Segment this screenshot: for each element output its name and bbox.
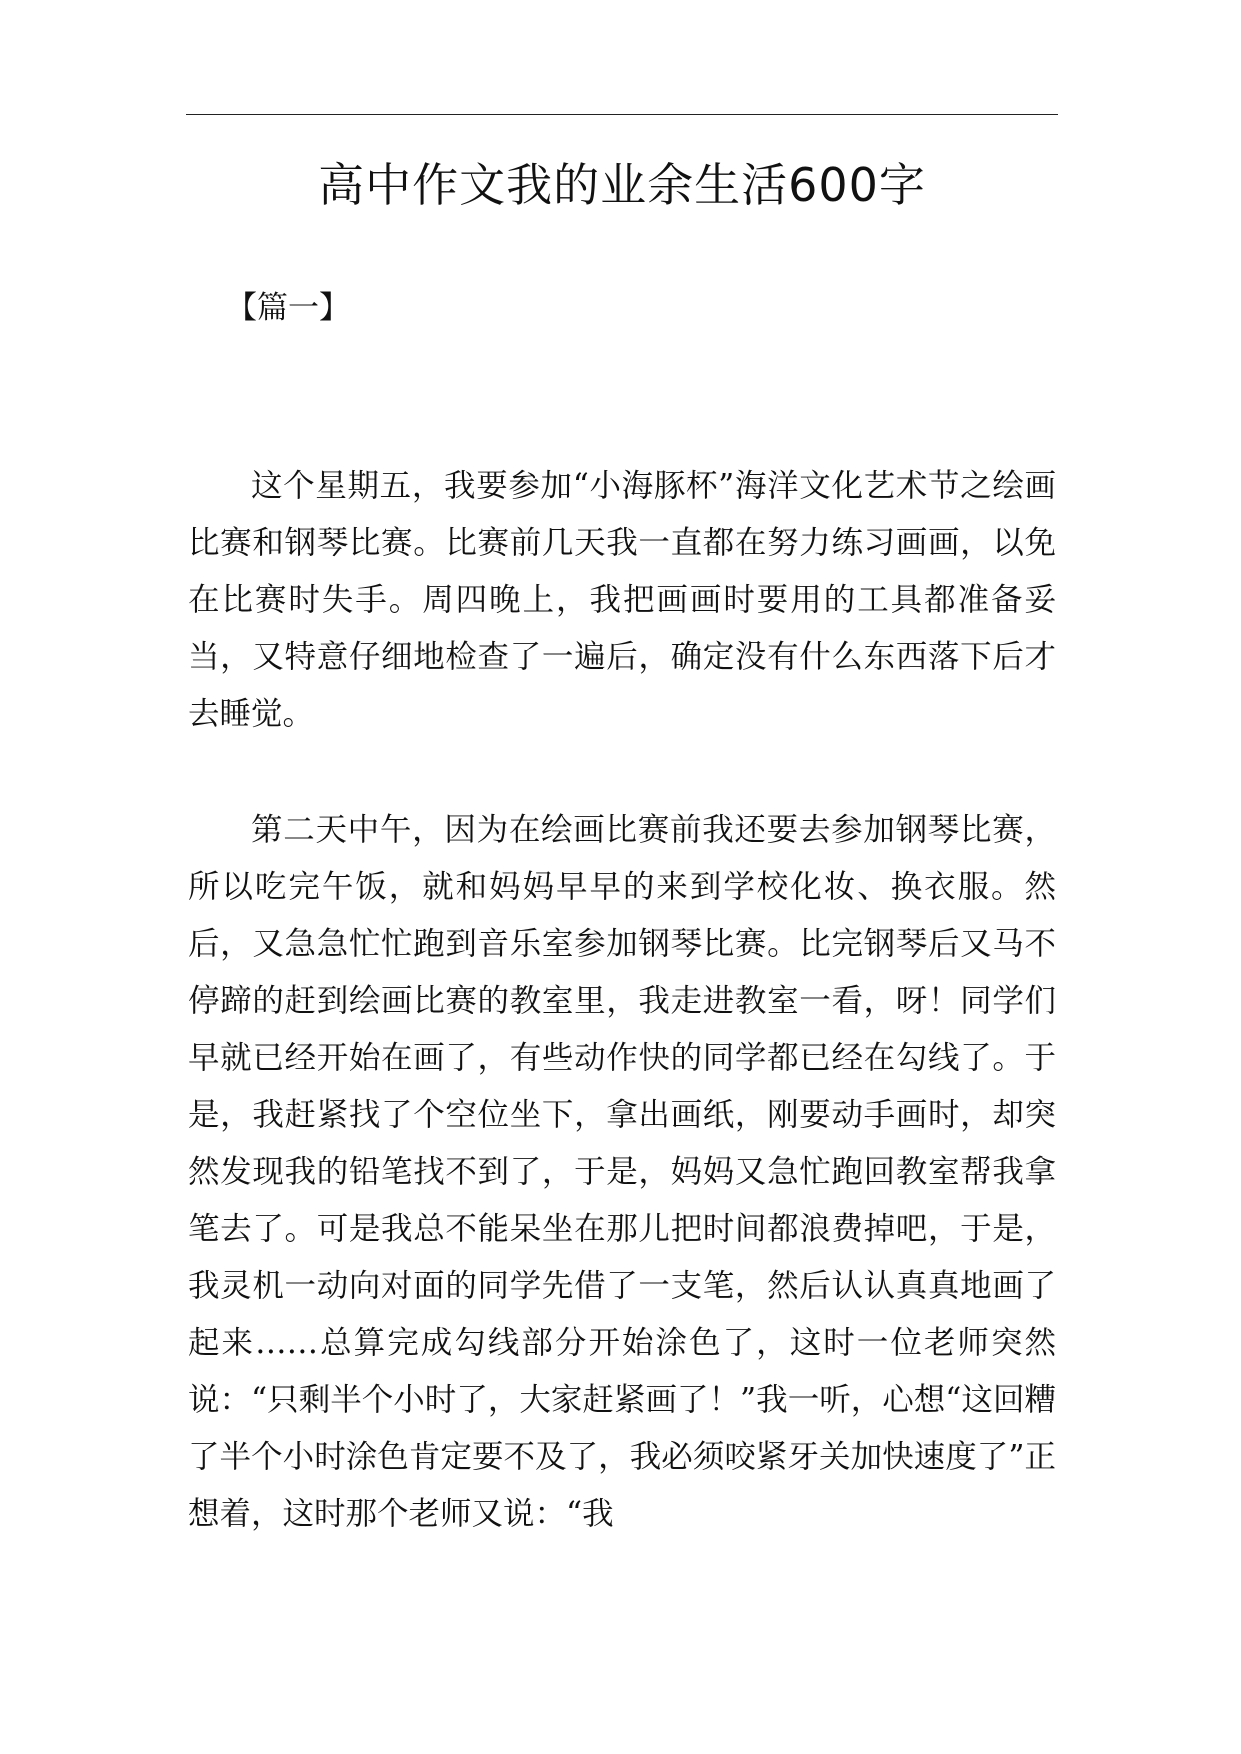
paragraph-1: 这个星期五，我要参加“小海豚杯”海洋文化艺术节之绘画比赛和钢琴比赛。比赛前几天我一直都在努力练习画画，以免在比赛时失手。周四晚上，我把画画时要用的工具都准备妥当，又特意仔细地检查了一遍后，确定没有什么东西落下后才去睡觉。 [188, 468, 1056, 732]
paragraph-2: 第二天中午，因为在绘画比赛前我还要去参加钢琴比赛，所以吃完午饭，就和妈妈早早的来到学校化妆、换衣服。然后，又急急忙忙跑到音乐室参加钢琴比赛。比完钢琴后又马不停蹄的赶到绘画比赛的教室里，我走进教室一看，呀！同学们早就已经开始在画了，有些动作快的同学都已经在勾线了。于是，我赶紧找了个空位坐下，拿出画纸，刚要动手画时，却突然发现我的铅笔找不到了，于是，妈妈又急忙跑回教室帮我拿笔去了。可是我总不能呆坐在那儿把时间都浪费掉吧，于是，我灵机一动向对面的同学先借了一支笔，然后认认真真地画了起来……总算完成勾线部分开始涂色了，这时一位老师突然说：“只剩半个小时了，大家赶紧画了！”我一听，心想“这回糟了半个小时涂色肯定要不及了，我必须咬紧牙关加快速度了”正想着，这时那个老师又说：“我 [188, 812, 1056, 1532]
header-rule [186, 114, 1058, 115]
section-label: 【篇一】 [226, 290, 350, 326]
page-title: 高中作文我的业余生活600字 [318, 158, 926, 212]
